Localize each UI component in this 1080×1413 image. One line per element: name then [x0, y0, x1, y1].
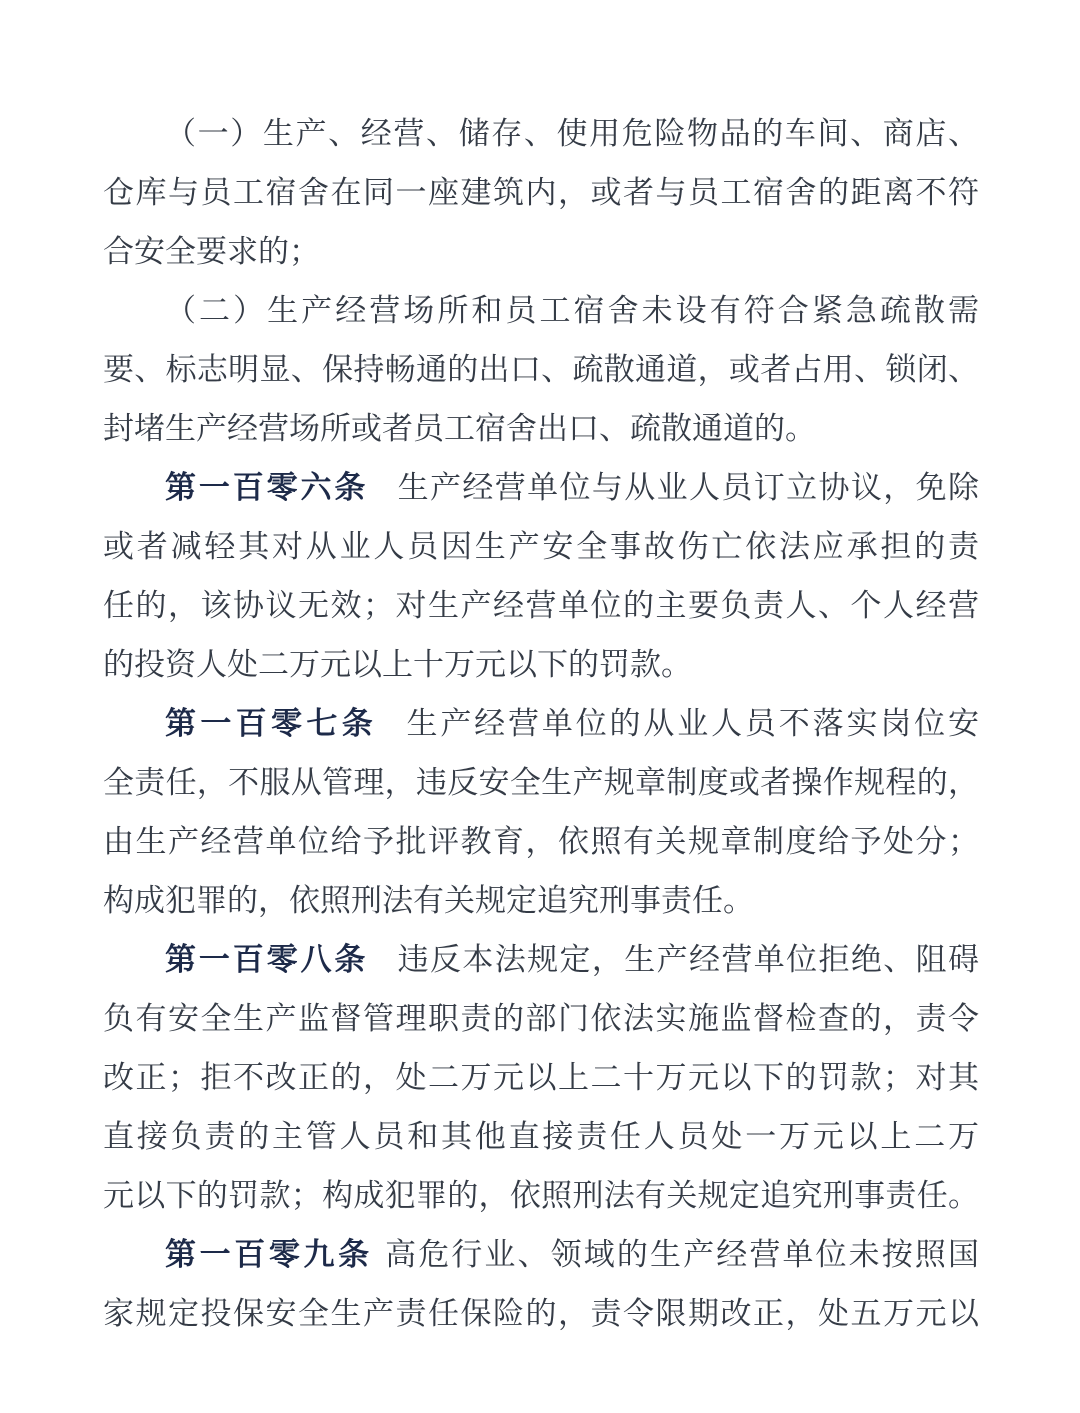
article-paragraph-107 — [103, 694, 979, 930]
article-number: 第一百零八条 — [165, 942, 369, 977]
text-line: 要、标志明显、保持畅通的出口、疏散通道，或者占用、锁闭、 — [103, 352, 979, 387]
article-first-line-text: 生产经营单位的从业人员不落实岗位安 — [406, 706, 979, 741]
clause-paragraph-1 — [103, 104, 979, 281]
text-line: 直接负责的主管人员和其他直接责任人员处一万元以上二万 — [103, 1119, 979, 1154]
article-first-line-text: 生产经营单位与从业人员订立协议，免除 — [397, 470, 979, 505]
text-line — [103, 694, 979, 753]
text-line: 的投资人处二万元以上十万元以下的罚款。 — [103, 647, 692, 682]
text-line: （一）生产、经营、储存、使用危险物品的车间、商店、 — [165, 116, 979, 151]
text-line: 或者减轻其对从业人员因生产安全事故伤亡依法应承担的责 — [103, 529, 979, 564]
text-line — [103, 458, 979, 517]
text-line — [103, 930, 979, 989]
text-line — [103, 1225, 979, 1284]
article-first-line-text: 违反本法规定，生产经营单位拒绝、阻碍 — [397, 942, 979, 977]
clause-paragraph-2 — [103, 281, 979, 458]
article-number: 第一百零六条 — [165, 470, 369, 505]
text-line: 仓库与员工宿舍在同一座建筑内，或者与员工宿舍的距离不符 — [103, 175, 979, 210]
text-line: 构成犯罪的，依照刑法有关规定追究刑事责任。 — [103, 883, 754, 918]
text-line: 元以下的罚款；构成犯罪的，依照刑法有关规定追究刑事责任。 — [103, 1178, 979, 1213]
text-line: 负有安全生产监督管理职责的部门依法实施监督检查的，责令 — [103, 1001, 979, 1036]
text-line: 封堵生产经营场所或者员工宿舍出口、疏散通道的。 — [103, 411, 816, 446]
article-paragraph-108 — [103, 930, 979, 1225]
article-number: 第一百零七条 — [165, 706, 378, 741]
text-line: 家规定投保安全生产责任保险的，责令限期改正，处五万元以 — [103, 1296, 979, 1331]
article-first-line-text: 高危行业、领域的生产经营单位未按照国 — [385, 1237, 980, 1272]
text-line: 改正；拒不改正的，处二万元以上二十万元以下的罚款；对其 — [103, 1060, 979, 1095]
text-line: 由生产经营单位给予批评教育，依照有关规章制度给予处分； — [103, 824, 979, 859]
text-line: （二）生产经营场所和员工宿舍未设有符合紧急疏散需 — [165, 293, 979, 328]
document-content — [103, 104, 979, 1343]
article-paragraph-109 — [103, 1225, 979, 1343]
article-paragraph-106 — [103, 458, 979, 694]
text-line: 合安全要求的； — [103, 234, 320, 269]
article-number: 第一百零九条 — [165, 1237, 373, 1272]
text-line: 全责任，不服从管理，违反安全生产规章制度或者操作规程的， — [103, 765, 979, 800]
text-line: 任的，该协议无效；对生产经营单位的主要负责人、个人经营 — [103, 588, 979, 623]
